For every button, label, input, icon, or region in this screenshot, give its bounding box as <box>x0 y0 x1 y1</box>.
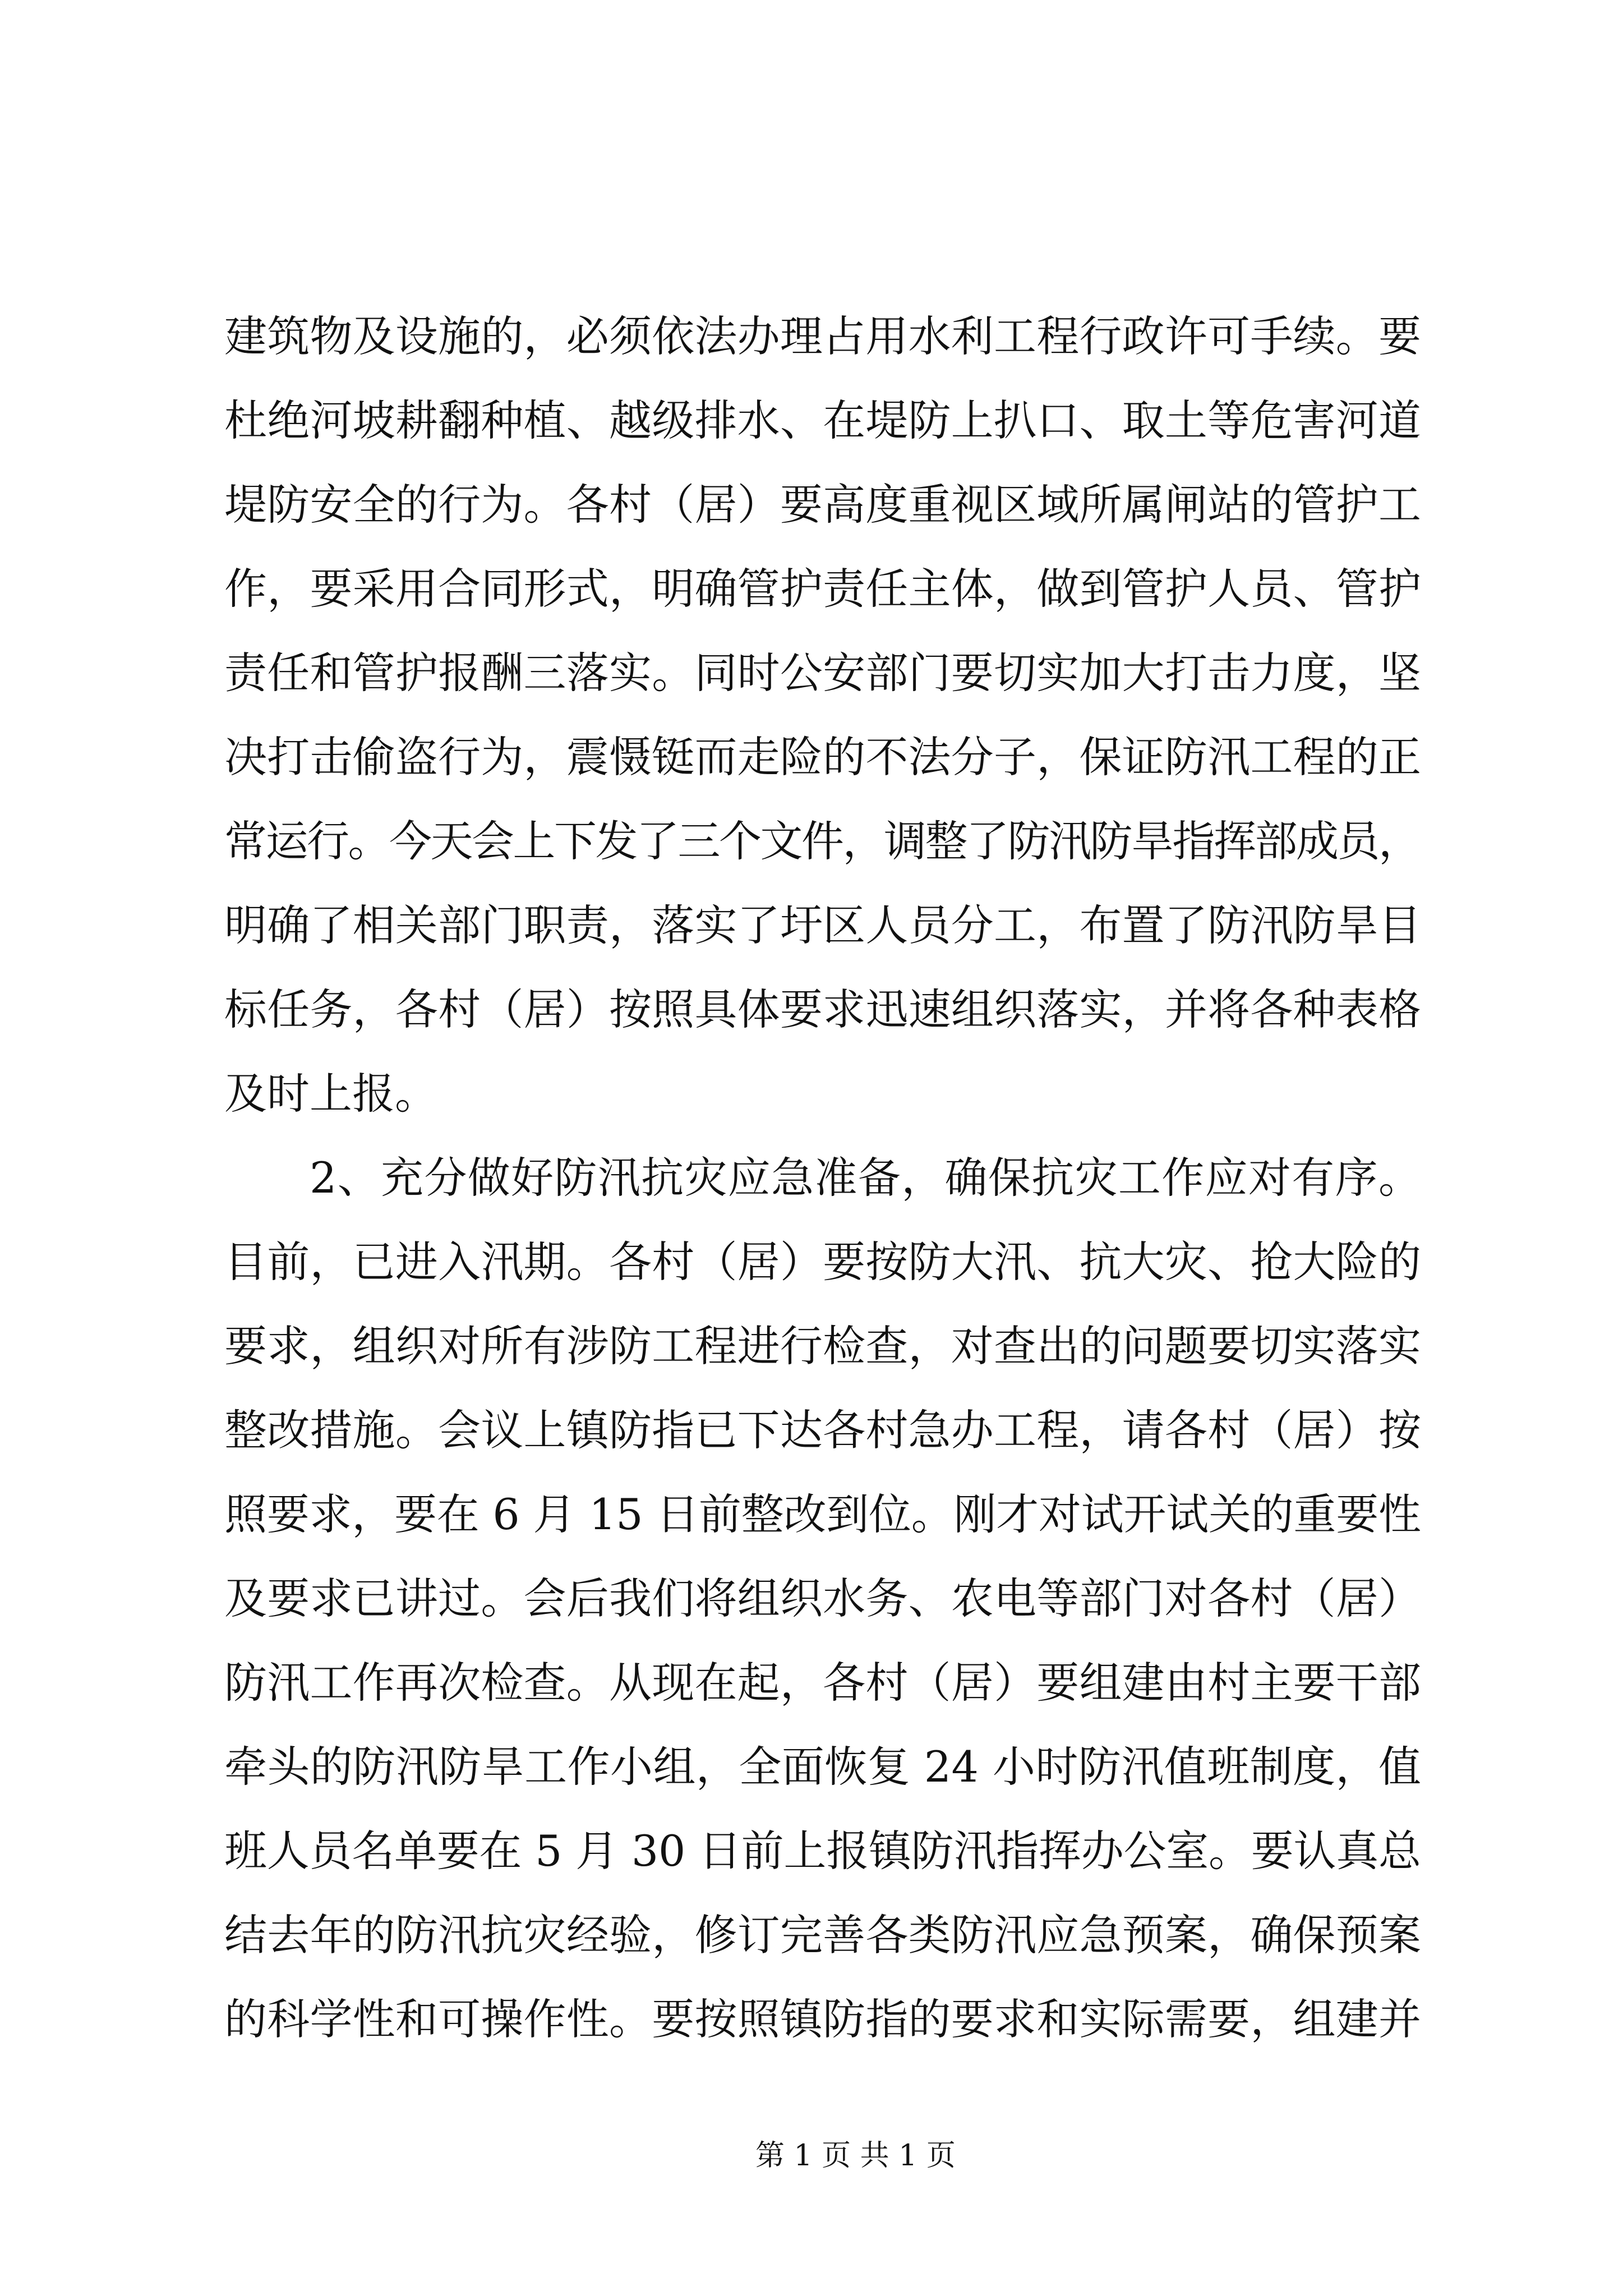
body-line-last: 及时上报。 <box>224 1069 437 1119</box>
body-line: 常运行。今天会上下发了三个文件，调整了防汛防旱指挥部成员， <box>224 816 1420 866</box>
body-line: 作，要采用合同形式，明确管护责任主体，做到管护人员、管护 <box>224 564 1422 614</box>
body-line: 目前，已进入汛期。各村（居）要按防大汛、抗大灾、抢大险的 <box>224 1237 1422 1287</box>
section-heading-line: 2、充分做好防汛抗灾应急准备，确保抗灾工作应对有序。 <box>310 1153 1422 1203</box>
page-footer: 第 1 页 共 1 页 <box>755 2139 956 2173</box>
body-line: 防汛工作再次检查。从现在起，各村（居）要组建由村主要干部 <box>224 1658 1422 1708</box>
body-line: 责任和管护报酬三落实。同时公安部门要切实加大打击力度，坚 <box>224 648 1422 698</box>
body-line: 结去年的防汛抗灾经验，修订完善各类防汛应急预案，确保预案 <box>224 1910 1422 1960</box>
paragraph-1 <box>224 295 1421 1136</box>
body-line: 的科学性和可操作性。要按照镇防指的要求和实际需要，组建并 <box>224 1994 1422 2044</box>
body-line: 照要求，要在 6 月 15 日前整改到位。刚才对试开试关的重要性 <box>224 1489 1421 1539</box>
body-line: 牵头的防汛防旱工作小组，全面恢复 24 小时防汛值班制度，值 <box>224 1742 1422 1792</box>
body-line: 整改措施。会议上镇防指已下达各村急办工程，请各村（居）按 <box>224 1405 1422 1455</box>
body-line: 建筑物及设施的，必须依法办理占用水利工程行政许可手续。要 <box>224 311 1422 361</box>
body-line: 明确了相关部门职责，落实了圩区人员分工，布置了防汛防旱目 <box>224 900 1422 950</box>
body-line: 堤防安全的行为。各村（居）要高度重视区域所属闸站的管护工 <box>224 480 1422 530</box>
body-line: 及要求已讲过。会后我们将组织水务、农电等部门对各村（居） <box>224 1573 1422 1623</box>
body-line: 标任务，各村（居）按照具体要求迅速组织落实，并将各种表格 <box>224 984 1422 1034</box>
body-line: 班人员名单要在 5 月 30 日前上报镇防汛指挥办公室。要认真总 <box>224 1826 1421 1876</box>
body-line: 杜绝河坡耕翻种植、越级排水、在堤防上扒口、取土等危害河道 <box>224 395 1422 445</box>
body-line: 决打击偷盗行为，震慑铤而走险的不法分子，保证防汛工程的正 <box>224 732 1422 782</box>
body-line: 要求，组织对所有涉防工程进行检查，对查出的问题要切实落实 <box>224 1321 1422 1371</box>
body-text <box>224 295 1421 2062</box>
paragraph-2 <box>224 1136 1421 2062</box>
